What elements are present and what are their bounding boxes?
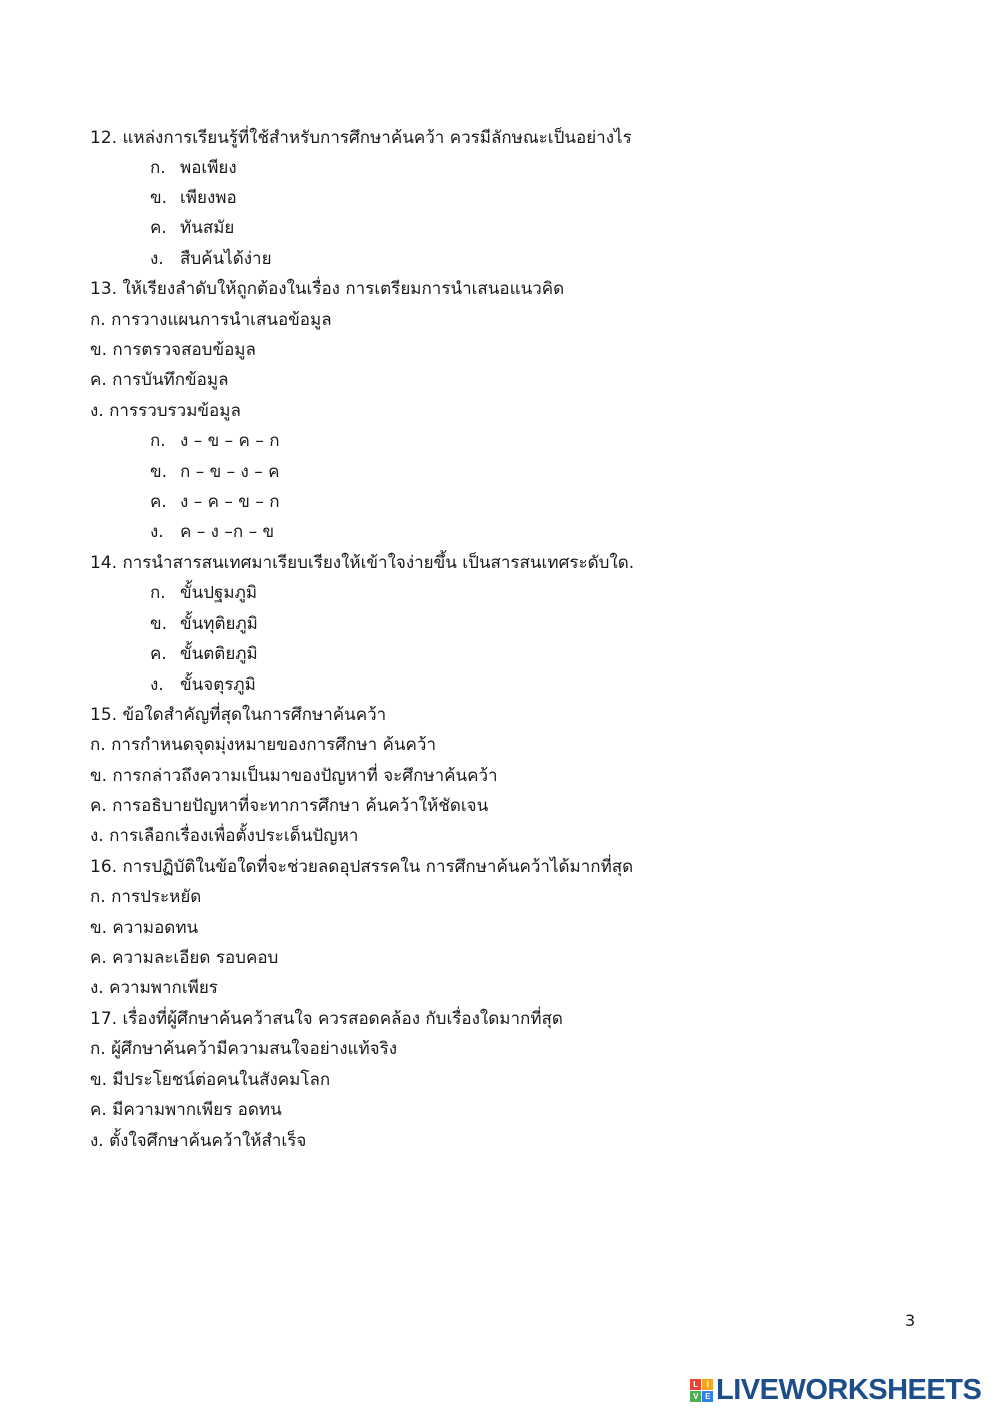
logo-mark-icon: L I V E: [690, 1379, 713, 1402]
q17-item-d: ง. ตั้งใจศึกษาค้นคว้าให้สำเร็จ: [90, 1131, 307, 1151]
question-16-stem: 16. การปฏิบัติในข้อใดที่จะช่วยลดอุปสรรคใน การศึกษาค้นคว้าได้มากที่สุด: [90, 857, 634, 877]
q12-option-a: ก. พอเพียง: [150, 158, 237, 178]
q12-option-c: ค. ทันสมัย: [150, 218, 235, 238]
q13-option-d: ง. ค – ง –ก – ข: [150, 522, 275, 542]
q16-item-d: ง. ความพากเพียร: [90, 978, 218, 998]
q13-item-c: ค. การบันทึกข้อมูล: [90, 370, 229, 390]
q14-option-c: ค. ขั้นตติยภูมิ: [150, 644, 258, 664]
q14-option-b: ข. ขั้นทุติยภูมิ: [150, 614, 258, 634]
q17-item-c: ค. มีความพากเพียร อดทน: [90, 1100, 282, 1120]
logo-text: LIVEWORKSHEETS: [716, 1374, 982, 1406]
page-number: 3: [905, 1311, 916, 1330]
q16-item-c: ค. ความละเอียด รอบคอบ: [90, 948, 279, 968]
q16-item-b: ข. ความอดทน: [90, 918, 199, 938]
q15-item-a: ก. การกำหนดจุดมุ่งหมายของการศึกษา ค้นคว้า: [90, 735, 437, 755]
q13-item-d: ง. การรวบรวมข้อมูล: [90, 401, 241, 421]
liveworksheets-logo: [690, 1374, 981, 1407]
question-12-stem: 12. แหล่งการเรียนรู้ที่ใช้สำหรับการศึกษาค้นคว้า ควรมีลักษณะเป็นอย่างไร: [90, 128, 632, 148]
q15-item-b: ข. การกล่าวถึงความเป็นมาของปัญหาที่ จะศึกษาค้นคว้า: [90, 766, 498, 786]
q12-option-d: ง. สืบค้นได้ง่าย: [150, 249, 272, 269]
q14-option-d: ง. ขั้นจตุรภูมิ: [150, 675, 256, 695]
q15-item-c: ค. การอธิบายปัญหาที่จะทาการศึกษา ค้นคว้าให้ชัดเจน: [90, 796, 489, 816]
question-15-stem: 15. ข้อใดสำคัญที่สุดในการศึกษาค้นคว้า: [90, 705, 387, 725]
q13-option-a: ก. ง – ข – ค – ก: [150, 431, 280, 451]
q13-item-a: ก. การวางแผนการนำเสนอข้อมูล: [90, 310, 332, 330]
q14-option-a: ก. ขั้นปฐมภูมิ: [150, 583, 258, 603]
q15-item-d: ง. การเลือกเรื่องเพื่อตั้งประเด็นปัญหา: [90, 826, 359, 846]
q12-option-b: ข. เพียงพอ: [150, 188, 237, 208]
question-13-stem: 13. ให้เรียงลำดับให้ถูกต้องในเรื่อง การเตรียมการนำเสนอแนวคิด: [90, 279, 565, 299]
q16-item-a: ก. การประหยัด: [90, 887, 202, 907]
q13-option-b: ข. ก – ข – ง – ค: [150, 462, 280, 482]
question-14-stem: 14. การนำสารสนเทศมาเรียบเรียงให้เข้าใจง่ายขึ้น เป็นสารสนเทศระดับใด.: [90, 553, 635, 573]
q13-option-c: ค. ง – ค – ข – ก: [150, 492, 280, 512]
q17-item-b: ข. มีประโยชน์ต่อคนในสังคมโลก: [90, 1070, 331, 1090]
q17-item-a: ก. ผู้ศึกษาค้นคว้ามีความสนใจอย่างแท้จริง: [90, 1039, 398, 1059]
question-17-stem: 17. เรื่องที่ผู้ศึกษาค้นคว้าสนใจ ควรสอดคล้อง กับเรื่องใดมากที่สุด: [90, 1009, 563, 1029]
q13-item-b: ข. การตรวจสอบข้อมูล: [90, 340, 256, 360]
